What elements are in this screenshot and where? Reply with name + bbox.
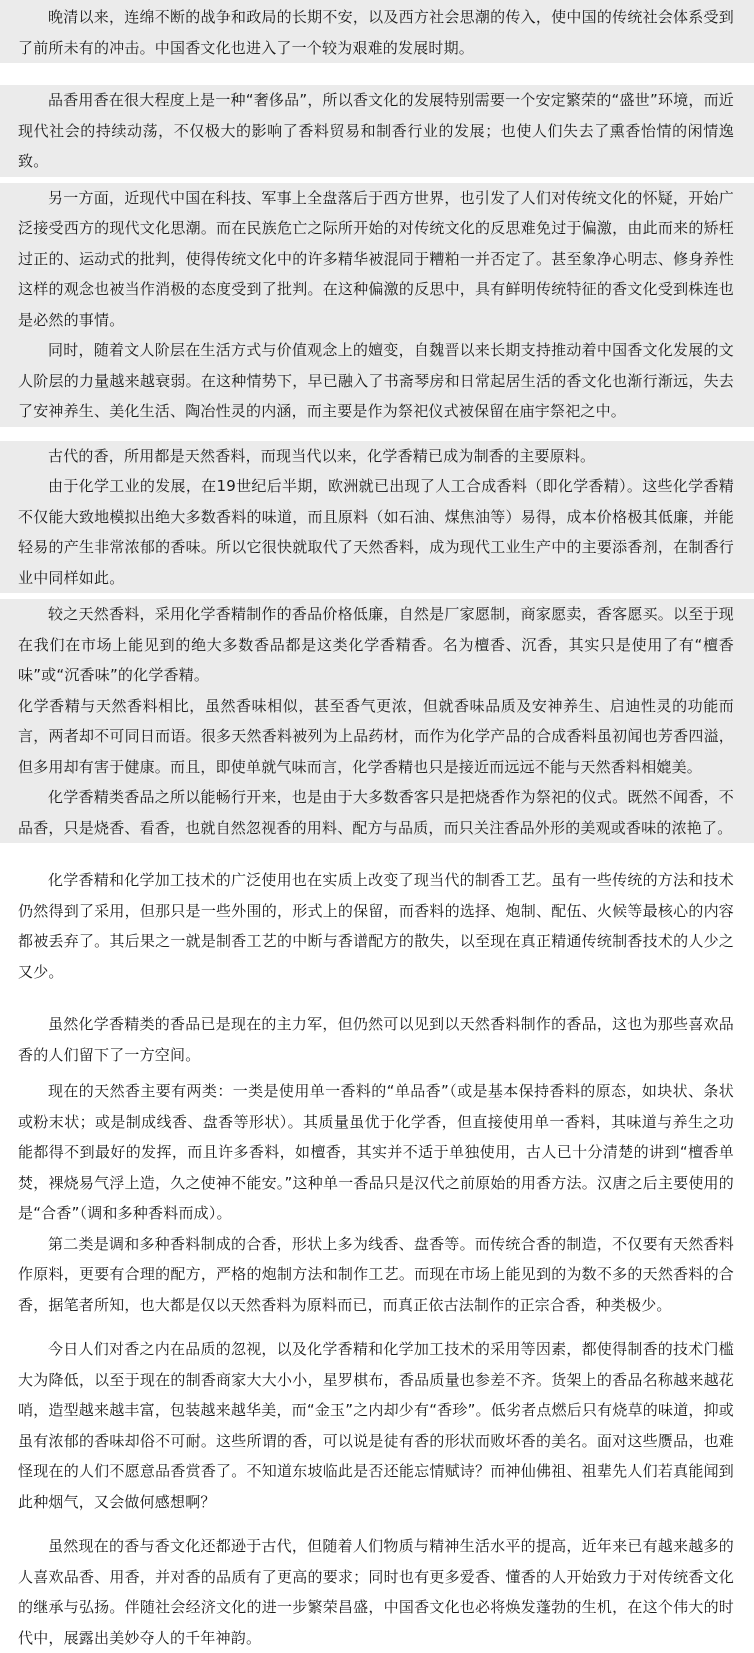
paragraph-2: 品香用香在很大程度上是一种“奢侈品”，所以香文化的发展特别需要一个安定繁荣的“盛世”环境，而近现代社会的持续动荡，不仅极大的影响了香料贸易和制香行业的发展；也使人们失去了熏香怡情的闲情逸致。	[0, 85, 754, 177]
paragraph-14: 今日人们对香之内在品质的忽视，以及化学香精和化学加工技术的采用等因素，都使得制香的技术门槛大为降低，以至于现在的制香商家大大小小，星罗棋布，香品质量也参差不齐。货架上的香品名称越来越花哨，造型越来越丰富，包装越来越华美，而“金玉”之内却少有“香珍”。低劣者点燃后只有烧草的味道，抑或虽有浓郁的香味却俗不可耐。这些所谓的香，可以说是徒有香的形状而败坏香的美名。面对这些赝品，也难怪现在的人们不愿意品香赏香了。不知道东坡临此是否还能忘情赋诗？而神仙佛祖、祖辈先人们若真能闻到此种烟气，又会做何感想啊？	[18, 1340, 734, 1511]
paragraph-6: 由于化学工业的发展，在19世纪后半期，欧洲就已出现了人工合成香料（即化学香精）。这些化学香精不仅能大致地模拟出绝大多数香料的味道，而且原料（如石油、煤焦油等）易得，成本价格极其低廉，并能轻易的产生非常浓郁的香味。所以它很快就取代了天然香料，成为现代工业生产中的主要添香剂，在制香行业中同样如此。	[0, 471, 754, 593]
paragraph-3: 另一方面，近现代中国在科技、军事上全盘落后于西方世界，也引发了人们对传统文化的怀疑，开始广泛接受西方的现代文化思潮。而在民族危亡之际所开始的对传统文化的反思难免过于偏激，由此而来的矫枉过正的、运动式的批判，使得传统文化中的许多精华被混同于糟粕一并否定了。甚至象净心明志、修身养性这样的观念也被当作消极的态度受到了批判。在这种偏激的反思中，具有鲜明传统特征的香文化受到株连也是必然的事情。	[0, 183, 754, 336]
paragraph-11: 虽然化学香精类的香品已是现在的主力军，但仍然可以见到以天然香料制作的香品，这也为那些喜欢品香的人们留下了一方空间。	[18, 1015, 734, 1064]
paragraph-5: 古代的香，所用都是天然香料，而现当代以来，化学香精已成为制香的主要原料。	[0, 441, 754, 472]
paragraph-8: 化学香精与天然香料相比，虽然香味相似，甚至香气更浓，但就香味品质及安神养生、启迪性灵的功能而言，两者却不可同日而语。很多天然香料被列为上品药材，而作为化学产品的合成香料虽初闻也芳香四溢，但多用却有害于健康。而且，即使单就气味而言，化学香精也只是接近而远远不能与天然香料相媲美。	[0, 691, 754, 783]
paragraph-15: 虽然现在的香与香文化还都逊于古代，但随着人们物质与精神生活水平的提高，近年来已有越来越多的人喜欢品香、用香，并对香的品质有了更高的要求；同时也有更多爱香、懂香的人开始致力于对传统香文化的继承与弘扬。伴随社会经济文化的进一步繁荣昌盛，中国香文化也必将焕发蓬勃的生机，在这个伟大的时代中，展露出美妙夺人的千年神韵。	[18, 1537, 734, 1647]
paragraph-10: 化学香精和化学加工技术的广泛使用也在实质上改变了现当代的制香工艺。虽有一些传统的方法和技术仍然得到了采用，但那只是一些外围的，形式上的保留，而香料的选择、炮制、配伍、火候等最核心的内容都被丢弃了。其后果之一就是制香工艺的中断与香谱配方的散失，以至现在真正精通传统制香技术的人少之又少。	[18, 871, 734, 981]
paragraph-1: 晚清以来，连绵不断的战争和政局的长期不安，以及西方社会思潮的传入，使中国的传统社会体系受到了前所未有的冲击。中国香文化也进入了一个较为艰难的发展时期。	[0, 0, 754, 63]
paragraph-12: 现在的天然香主要有两类：一类是使用单一香料的“单品香”（或是基本保持香料的原态，如块状、条状或粉末状；或是制成线香、盘香等形状）。其质量虽优于化学香，但直接使用单一香料，其味道与养生之功能都得不到最好的发挥，而且许多香料，如檀香，其实并不适于单独使用，古人已十分清楚的讲到“檀香单焚，裸烧易气浮上造，久之使神不能安。”这种单一香品只是汉代之前原始的用香方法。汉唐之后主要使用的是“合香”（调和多种香料而成）。	[18, 1082, 734, 1222]
paragraph-13: 第二类是调和多种香料制成的合香，形状上多为线香、盘香等。而传统合香的制造，不仅要有天然香料作原料，更要有合理的配方，严格的炮制方法和制作工艺。而现在市场上能见到的为数不多的天然香料的合香，据笔者所知，也大都是仅以天然香料为原料而已，而真正依古法制作的正宗合香，种类极少。	[18, 1234, 734, 1314]
paragraph-7: 较之天然香料，采用化学香精制作的香品价格低廉，自然是厂家愿制，商家愿卖，香客愿买。以至于现在我们在市场上能见到的绝大多数香品都是这类化学香精香。名为檀香、沉香，其实只是使用了有“檀香味”或“沉香味”的化学香精。	[0, 599, 754, 691]
paragraph-9: 化学香精类香品之所以能畅行开来，也是由于大多数香客只是把烧香作为祭祀的仪式。既然不闻香，不品香，只是烧香、看香，也就自然忽视香的用料、配方与品质，而只关注香品外形的美观或香味的浓艳了。	[0, 782, 754, 843]
paragraph-4: 同时，随着文人阶层在生活方式与价值观念上的嬗变，自魏晋以来长期支持推动着中国香文化发展的文人阶层的力量越来越衰弱。在这种情势下，早已融入了书斋琴房和日常起居生活的香文化也渐行渐远，失去了安神养生、美化生活、陶冶性灵的内涵，而主要是作为祭祀仪式被保留在庙宇祭祀之中。	[0, 335, 754, 427]
